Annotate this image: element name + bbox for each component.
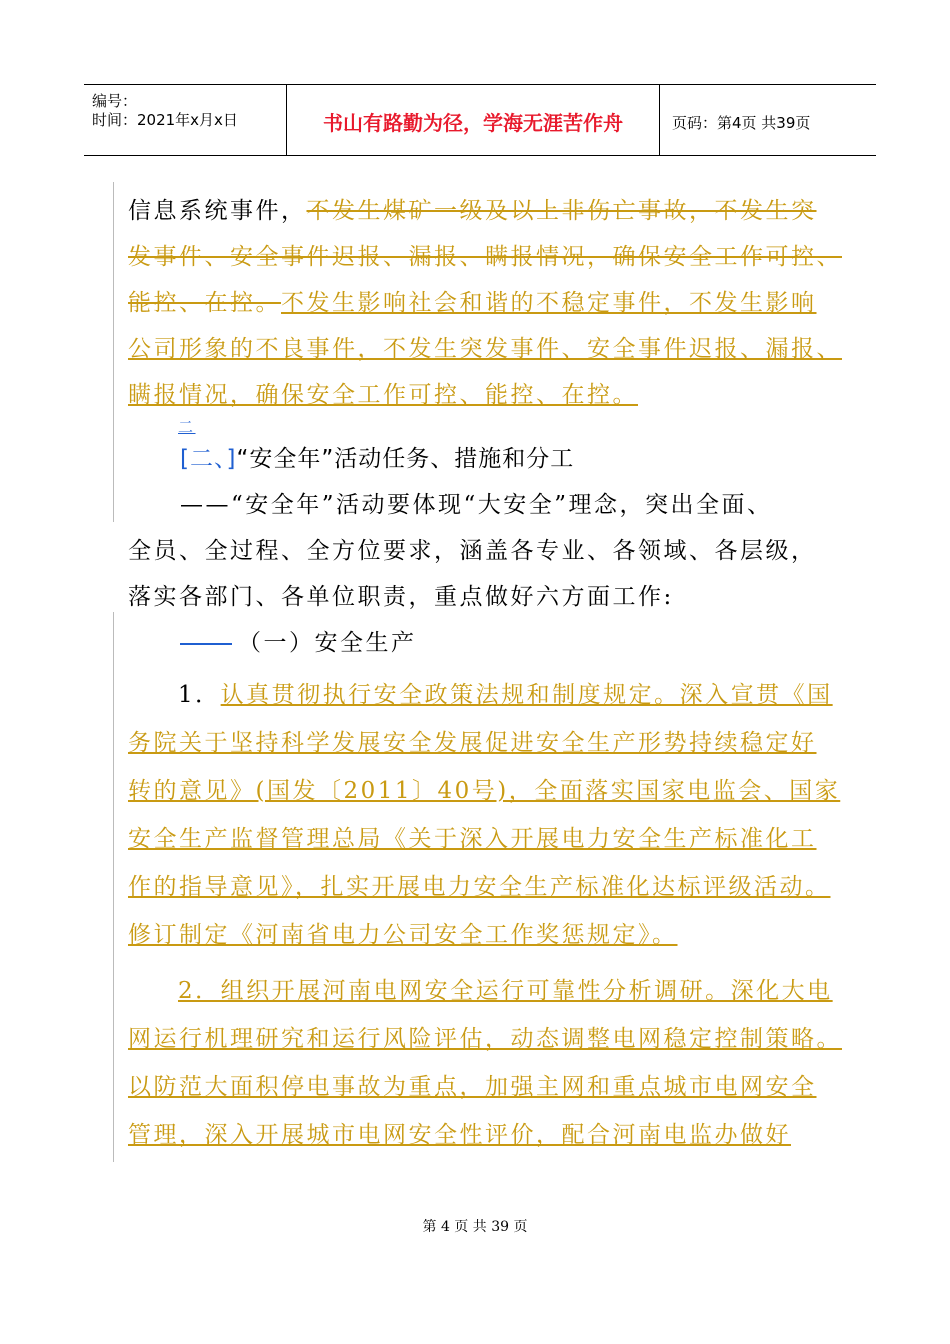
inserted-text: 认真贯彻执行安全政策法规和制度规定。深入宣贯《国 bbox=[220, 682, 833, 708]
document-header bbox=[84, 84, 876, 156]
item-number: 1． bbox=[178, 682, 221, 708]
inserted-text: 务院关于坚持科学发展安全发展促进安全生产形势持续稳定好 bbox=[128, 730, 817, 756]
dash-rule bbox=[180, 643, 232, 645]
page-footer: 第 4 页 共 39 页 bbox=[422, 1219, 528, 1235]
text-line bbox=[128, 288, 817, 318]
inserted-text: 转的意见》(国发〔2011〕40号)，全面落实国家电监会、国家 bbox=[128, 778, 841, 804]
header-motto-cell bbox=[287, 85, 660, 155]
number-label: 编号： bbox=[92, 92, 138, 110]
subheading bbox=[180, 628, 417, 658]
time-label: 时间：2021年x月x日 bbox=[92, 111, 238, 129]
change-bar bbox=[113, 612, 114, 1162]
page-label: 页码：第4页 共39页 bbox=[672, 114, 811, 132]
subheading-text: （一）安全生产 bbox=[238, 630, 417, 656]
inserted-text: 以防范大面积停电事故为重点，加强主网和重点城市电网安全 bbox=[128, 1074, 817, 1100]
inserted-text: 安全生产监督管理总局《关于深入开展电力安全生产标准化工 bbox=[128, 826, 817, 852]
text-line bbox=[128, 334, 842, 364]
inserted-text: 公司形象的不良事件，不发生突发事件、安全事件迟报、漏报、 bbox=[128, 336, 842, 362]
deleted-text: 不发生煤矿一级及以上非伤亡事故，不发生突 bbox=[306, 198, 817, 224]
inserted-text: 2．组织开展河南电网安全运行可靠性分析调研。深化大电 bbox=[178, 978, 833, 1004]
change-bar bbox=[113, 182, 114, 522]
inserted-text: 网运行机理研究和运行风险评估，动态调整电网稳定控制策略。 bbox=[128, 1026, 842, 1052]
text-line: 全员、全过程、全方位要求，涵盖各专业、各领域、各层级， bbox=[128, 538, 817, 564]
deleted-text: 发事件、安全事件迟报、漏报、瞒报情况，确保安全工作可控、 bbox=[128, 244, 842, 270]
plain-text: 信息系统事件， bbox=[128, 198, 307, 224]
inserted-text: 修订制定《河南省电力公司安全工作奖惩规定》。 bbox=[128, 922, 678, 948]
header-page-cell bbox=[660, 85, 876, 155]
text-line bbox=[128, 380, 638, 410]
section-title: “安全年”活动任务、措施和分工 bbox=[236, 446, 575, 472]
header-meta-cell bbox=[84, 85, 287, 155]
motto: 书山有路勤为径，学海无涯苦作舟 bbox=[323, 111, 623, 135]
inserted-text: 不发生影响社会和谐的不稳定事件，不发生影响 bbox=[281, 290, 817, 316]
text-line bbox=[128, 242, 842, 272]
revision-mark: 二 bbox=[178, 418, 196, 436]
text-line bbox=[178, 680, 833, 710]
text-line: 落实各部门、各单位职责，重点做好六方面工作: bbox=[128, 584, 674, 610]
text-line bbox=[128, 196, 817, 226]
inserted-text: 管理，深入开展城市电网安全性评价，配合河南电监办做好 bbox=[128, 1122, 791, 1148]
inserted-text: 瞒报情况，确保安全工作可控、能控、在控。 bbox=[128, 382, 638, 408]
deleted-text: 能控、在控。 bbox=[128, 290, 281, 316]
section-number: [二、] bbox=[180, 446, 237, 472]
inserted-text: 作的指导意见》，扎实开展电力安全生产标准化达标评级活动。 bbox=[128, 874, 831, 900]
text-line: ——“安全年”活动要体现“大安全”理念，突出全面、 bbox=[180, 492, 773, 518]
section-heading bbox=[180, 444, 574, 474]
